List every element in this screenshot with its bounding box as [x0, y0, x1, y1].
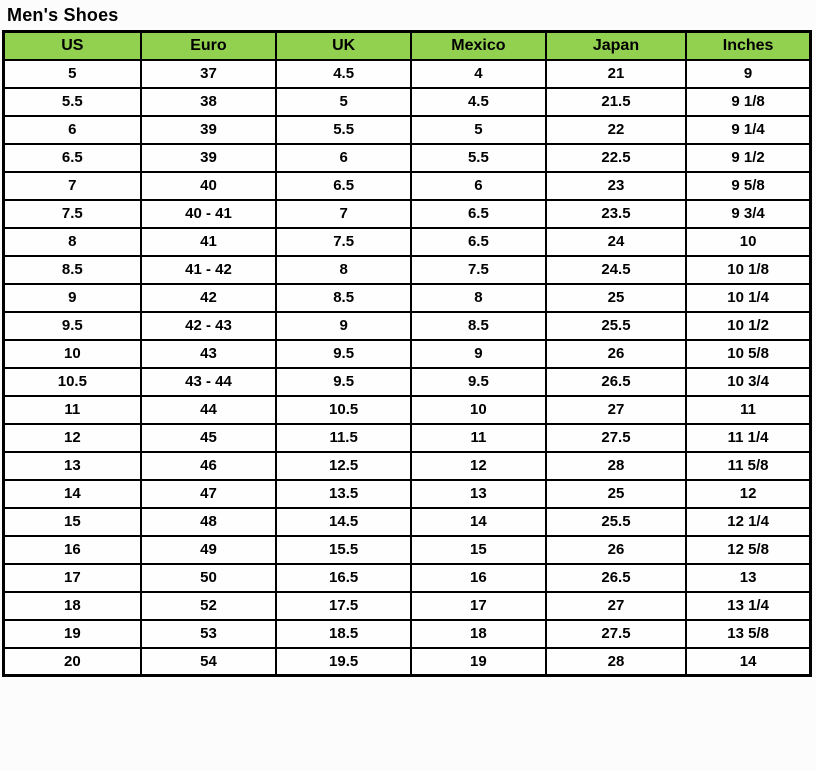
table-row	[4, 648, 811, 676]
table-row	[4, 116, 811, 144]
table-cell: 23	[546, 172, 686, 200]
table-cell: 53	[141, 620, 277, 648]
table-cell: 25	[546, 480, 686, 508]
table-cell: 12 5/8	[686, 536, 810, 564]
table-cell: 12	[411, 452, 546, 480]
table-row	[4, 396, 811, 424]
table-cell: 20	[4, 648, 141, 676]
shoe-size-table	[2, 30, 812, 677]
table-cell: 27	[546, 592, 686, 620]
table-cell: 5.5	[411, 144, 546, 172]
table-row	[4, 256, 811, 284]
table-cell: 19	[411, 648, 546, 676]
table-cell: 11.5	[276, 424, 411, 452]
table-cell: 48	[141, 508, 277, 536]
table-cell: 47	[141, 480, 277, 508]
table-cell: 11 1/4	[686, 424, 810, 452]
table-cell: 5.5	[276, 116, 411, 144]
table-cell: 6	[411, 172, 546, 200]
table-cell: 22.5	[546, 144, 686, 172]
table-cell: 17	[4, 564, 141, 592]
table-cell: 7.5	[4, 200, 141, 228]
table-cell: 15	[4, 508, 141, 536]
table-row	[4, 312, 811, 340]
table-cell: 12 1/4	[686, 508, 810, 536]
table-cell: 7.5	[411, 256, 546, 284]
table-cell: 11 5/8	[686, 452, 810, 480]
column-header-mexico: Mexico	[411, 32, 546, 60]
table-cell: 9	[276, 312, 411, 340]
table-cell: 49	[141, 536, 277, 564]
table-cell: 9.5	[276, 368, 411, 396]
table-cell: 18	[411, 620, 546, 648]
table-row	[4, 340, 811, 368]
table-cell: 13 1/4	[686, 592, 810, 620]
table-cell: 11	[411, 424, 546, 452]
table-cell: 4.5	[276, 60, 411, 88]
table-cell: 45	[141, 424, 277, 452]
table-cell: 13.5	[276, 480, 411, 508]
table-cell: 10 1/8	[686, 256, 810, 284]
table-row	[4, 200, 811, 228]
table-cell: 14	[411, 508, 546, 536]
table-cell: 14	[686, 648, 810, 676]
table-cell: 18	[4, 592, 141, 620]
column-header-japan: Japan	[546, 32, 686, 60]
table-cell: 9.5	[4, 312, 141, 340]
table-cell: 10 1/2	[686, 312, 810, 340]
table-cell: 39	[141, 116, 277, 144]
table-cell: 12	[686, 480, 810, 508]
table-cell: 18.5	[276, 620, 411, 648]
table-row	[4, 620, 811, 648]
table-cell: 6	[276, 144, 411, 172]
header-row	[4, 32, 811, 60]
table-cell: 5	[4, 60, 141, 88]
table-cell: 15.5	[276, 536, 411, 564]
table-cell: 9.5	[411, 368, 546, 396]
table-cell: 9 1/4	[686, 116, 810, 144]
table-cell: 38	[141, 88, 277, 116]
table-cell: 50	[141, 564, 277, 592]
table-cell: 7.5	[276, 228, 411, 256]
table-cell: 24.5	[546, 256, 686, 284]
table-cell: 14.5	[276, 508, 411, 536]
table-row	[4, 228, 811, 256]
table-cell: 13	[411, 480, 546, 508]
table-cell: 9	[411, 340, 546, 368]
table-cell: 10 1/4	[686, 284, 810, 312]
table-cell: 5	[411, 116, 546, 144]
table-cell: 9 5/8	[686, 172, 810, 200]
table-cell: 25	[546, 284, 686, 312]
table-cell: 6.5	[276, 172, 411, 200]
table-cell: 9 3/4	[686, 200, 810, 228]
table-row	[4, 60, 811, 88]
table-cell: 15	[411, 536, 546, 564]
table-cell: 5	[276, 88, 411, 116]
table-cell: 54	[141, 648, 277, 676]
table-cell: 21.5	[546, 88, 686, 116]
table-cell: 9 1/2	[686, 144, 810, 172]
table-cell: 7	[4, 172, 141, 200]
table-row	[4, 424, 811, 452]
table-cell: 19.5	[276, 648, 411, 676]
table-cell: 6.5	[4, 144, 141, 172]
table-cell: 11	[686, 396, 810, 424]
table-cell: 44	[141, 396, 277, 424]
table-cell: 21	[546, 60, 686, 88]
table-row	[4, 88, 811, 116]
table-cell: 13	[4, 452, 141, 480]
page-title: Men's Shoes	[7, 5, 119, 25]
table-cell: 10 3/4	[686, 368, 810, 396]
table-cell: 28	[546, 452, 686, 480]
table-row	[4, 508, 811, 536]
table-cell: 11	[4, 396, 141, 424]
table-cell: 37	[141, 60, 277, 88]
table-cell: 10	[686, 228, 810, 256]
table-cell: 12	[4, 424, 141, 452]
table-row	[4, 592, 811, 620]
table-cell: 13 5/8	[686, 620, 810, 648]
table-cell: 8.5	[276, 284, 411, 312]
table-cell: 39	[141, 144, 277, 172]
table-cell: 40	[141, 172, 277, 200]
table-cell: 10.5	[4, 368, 141, 396]
table-cell: 27	[546, 396, 686, 424]
table-cell: 9 1/8	[686, 88, 810, 116]
table-cell: 40 - 41	[141, 200, 277, 228]
table-cell: 8	[276, 256, 411, 284]
table-cell: 25.5	[546, 508, 686, 536]
table-cell: 26.5	[546, 564, 686, 592]
table-cell: 26.5	[546, 368, 686, 396]
table-cell: 4.5	[411, 88, 546, 116]
table-cell: 6	[4, 116, 141, 144]
table-cell: 46	[141, 452, 277, 480]
table-row	[4, 480, 811, 508]
table-cell: 23.5	[546, 200, 686, 228]
table-row	[4, 536, 811, 564]
table-cell: 42	[141, 284, 277, 312]
table-cell: 8	[411, 284, 546, 312]
column-header-inches: Inches	[686, 32, 810, 60]
table-cell: 43	[141, 340, 277, 368]
table-body	[4, 60, 811, 676]
table-row	[4, 452, 811, 480]
table-cell: 24	[546, 228, 686, 256]
table-cell: 10	[4, 340, 141, 368]
table-cell: 10	[411, 396, 546, 424]
table-cell: 41 - 42	[141, 256, 277, 284]
table-cell: 16	[411, 564, 546, 592]
table-cell: 10 5/8	[686, 340, 810, 368]
table-cell: 26	[546, 340, 686, 368]
table-cell: 9	[4, 284, 141, 312]
table-cell: 22	[546, 116, 686, 144]
table-row	[4, 284, 811, 312]
table-cell: 27.5	[546, 620, 686, 648]
table-row	[4, 368, 811, 396]
table-cell: 27.5	[546, 424, 686, 452]
table-cell: 8	[4, 228, 141, 256]
table-cell: 10.5	[276, 396, 411, 424]
table-cell: 7	[276, 200, 411, 228]
table-cell: 41	[141, 228, 277, 256]
column-header-uk: UK	[276, 32, 411, 60]
table-cell: 42 - 43	[141, 312, 277, 340]
table-row	[4, 172, 811, 200]
table-cell: 14	[4, 480, 141, 508]
table-cell: 6.5	[411, 200, 546, 228]
table-cell: 8.5	[411, 312, 546, 340]
table-row	[4, 564, 811, 592]
table-cell: 25.5	[546, 312, 686, 340]
table-cell: 17	[411, 592, 546, 620]
table-cell: 16	[4, 536, 141, 564]
table-cell: 17.5	[276, 592, 411, 620]
table-cell: 5.5	[4, 88, 141, 116]
column-header-euro: Euro	[141, 32, 277, 60]
table-cell: 9.5	[276, 340, 411, 368]
table-cell: 13	[686, 564, 810, 592]
table-cell: 6.5	[411, 228, 546, 256]
table-cell: 43 - 44	[141, 368, 277, 396]
table-cell: 19	[4, 620, 141, 648]
table-cell: 12.5	[276, 452, 411, 480]
table-cell: 9	[686, 60, 810, 88]
column-header-us: US	[4, 32, 141, 60]
table-cell: 8.5	[4, 256, 141, 284]
table-row	[4, 144, 811, 172]
table-cell: 4	[411, 60, 546, 88]
table-cell: 26	[546, 536, 686, 564]
table-cell: 16.5	[276, 564, 411, 592]
table-cell: 28	[546, 648, 686, 676]
table-cell: 52	[141, 592, 277, 620]
